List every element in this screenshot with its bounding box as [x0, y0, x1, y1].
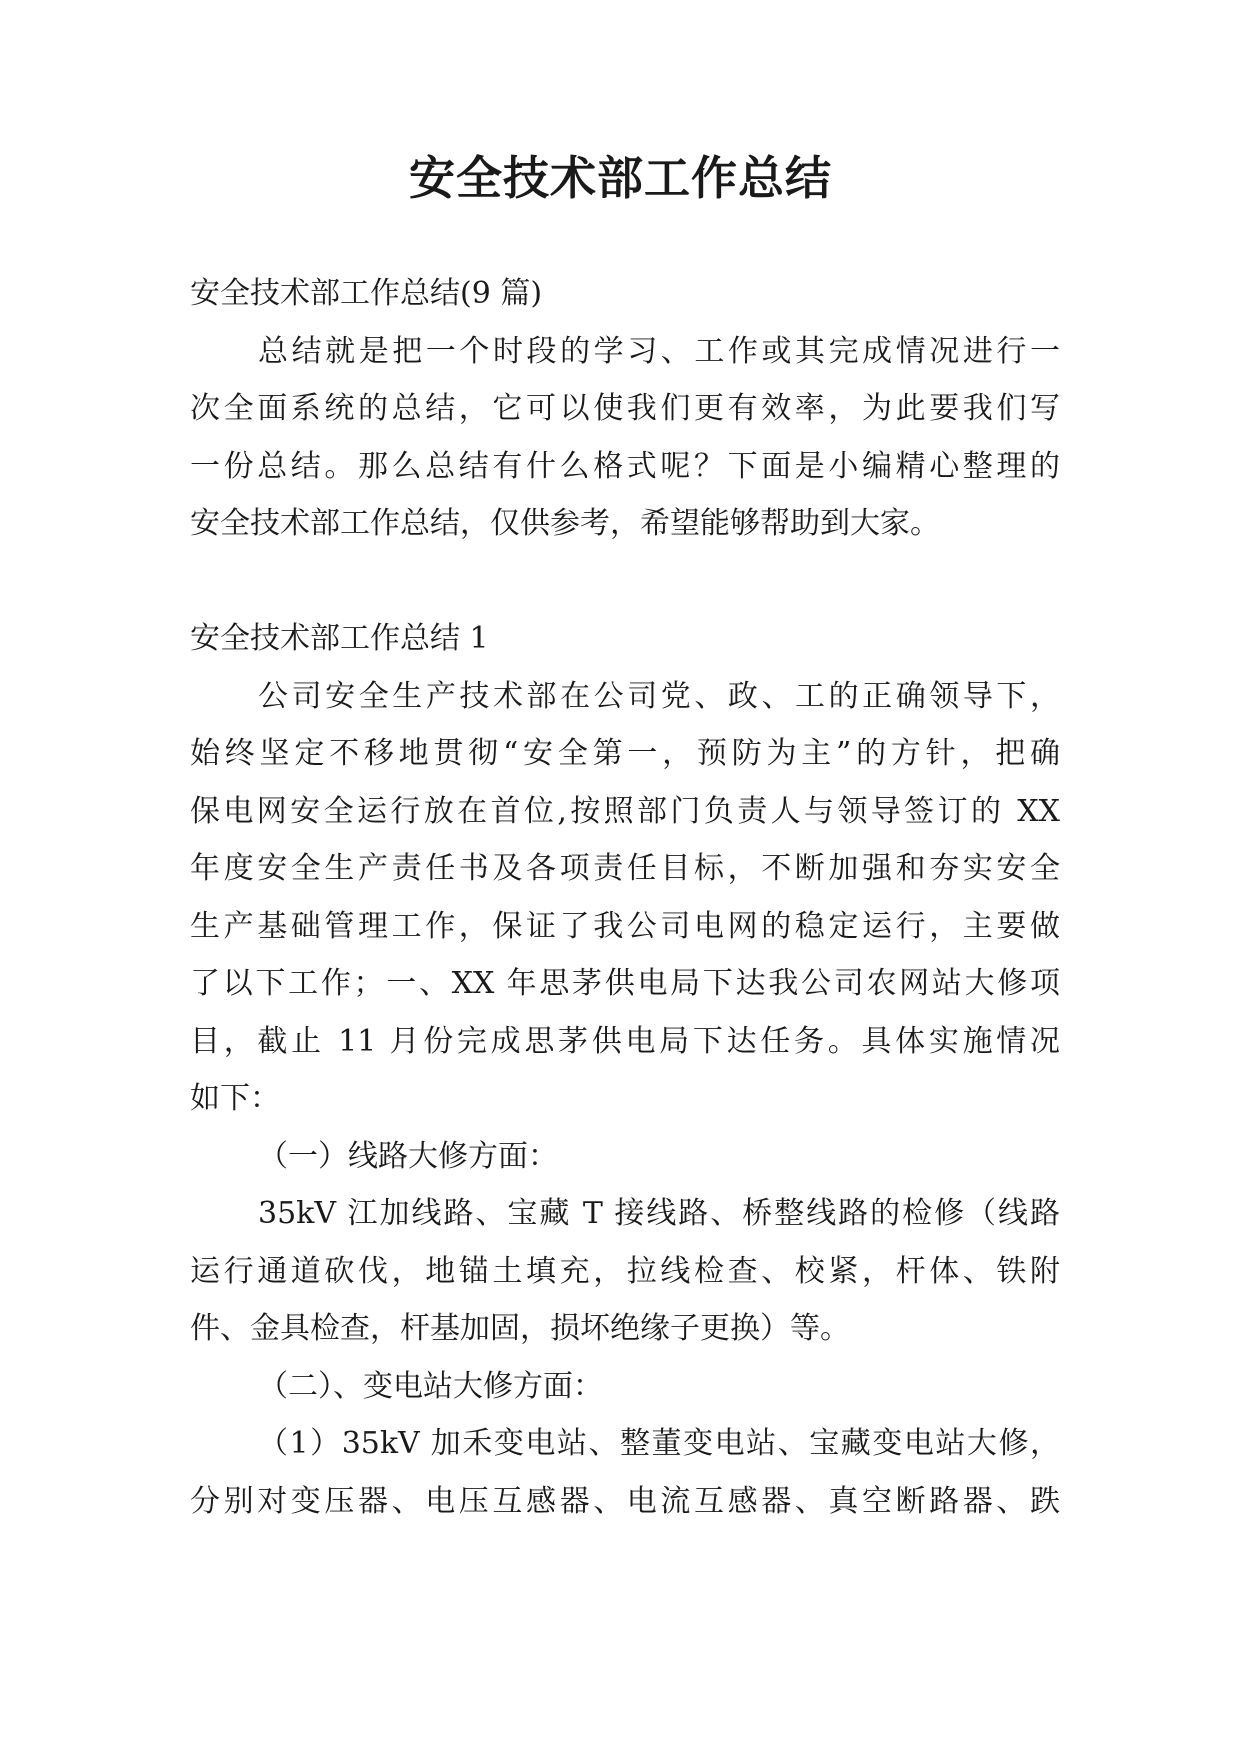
paragraph-line: （1）35kV 加禾变电站、整董变电站、宝藏变电站大修， — [258, 1426, 1060, 1461]
document-title: 安全技术部工作总结 — [409, 151, 832, 205]
paragraph-line: 保电网安全运行放在首位,按照部门负责人与领导签订的 XX — [190, 793, 1060, 829]
paragraph-line: 年度安全生产责任书及各项责任目标，不断加强和夯实安全 — [190, 851, 1060, 886]
intro-paragraph — [190, 323, 1060, 553]
paragraph-line: 生产基础管理工作，保证了我公司电网的稳定运行，主要做 — [190, 908, 1060, 944]
paragraph-line: 如下： — [190, 1081, 280, 1116]
document-body — [190, 265, 1060, 1530]
section1-paragraph — [190, 668, 1060, 1128]
subsection2-paragraph — [190, 1415, 1060, 1530]
paragraph-line: 始终坚定不移地贯彻“安全第一，预防为主”的方针，把确 — [190, 736, 1060, 771]
paragraph-line: 运行通道砍伐，地锚土填充，拉线检查、校紧，杆体、铁附 — [190, 1253, 1060, 1289]
paragraph-line: 公司安全生产技术部在公司党、政、工的正确领导下， — [258, 678, 1060, 714]
paragraph-gap — [190, 553, 1060, 611]
paragraph-line: 分别对变压器、电压互感器、电流互感器、真空断路器、跌 — [190, 1483, 1060, 1519]
subsection-heading: （一）线路大修方面： — [258, 1138, 558, 1174]
paragraph-line: 次全面系统的总结，它可以使我们更有效率，为此要我们写 — [190, 391, 1060, 426]
paragraph-line: 目，截止 11 月份完成思茅供电局下达任务。具体实施情况 — [190, 1023, 1060, 1059]
section-heading: 安全技术部工作总结 1 — [190, 621, 489, 656]
subsection-heading: （二）、变电站大修方面： — [258, 1368, 603, 1404]
paragraph-line: 安全技术部工作总结，仅供参考，希望能够帮助到大家。 — [190, 506, 940, 541]
subsection1-paragraph — [190, 1185, 1060, 1358]
document-subtitle: 安全技术部工作总结(9 篇) — [190, 276, 543, 311]
paragraph-line: 一份总结。那么总结有什么格式呢？下面是小编精心整理的 — [190, 448, 1060, 484]
paragraph-line: 了以下工作；一、XX 年思茅供电局下达我公司农网站大修项 — [190, 966, 1060, 1001]
paragraph-line: 35kV 江加线路、宝藏 T 接线路、桥整线路的检修（线路 — [258, 1196, 1060, 1231]
paragraph-line: 件、金具检查，杆基加固，损坏绝缘子更换）等。 — [190, 1311, 850, 1346]
paragraph-line: 总结就是把一个时段的学习、工作或其完成情况进行一 — [258, 333, 1060, 369]
